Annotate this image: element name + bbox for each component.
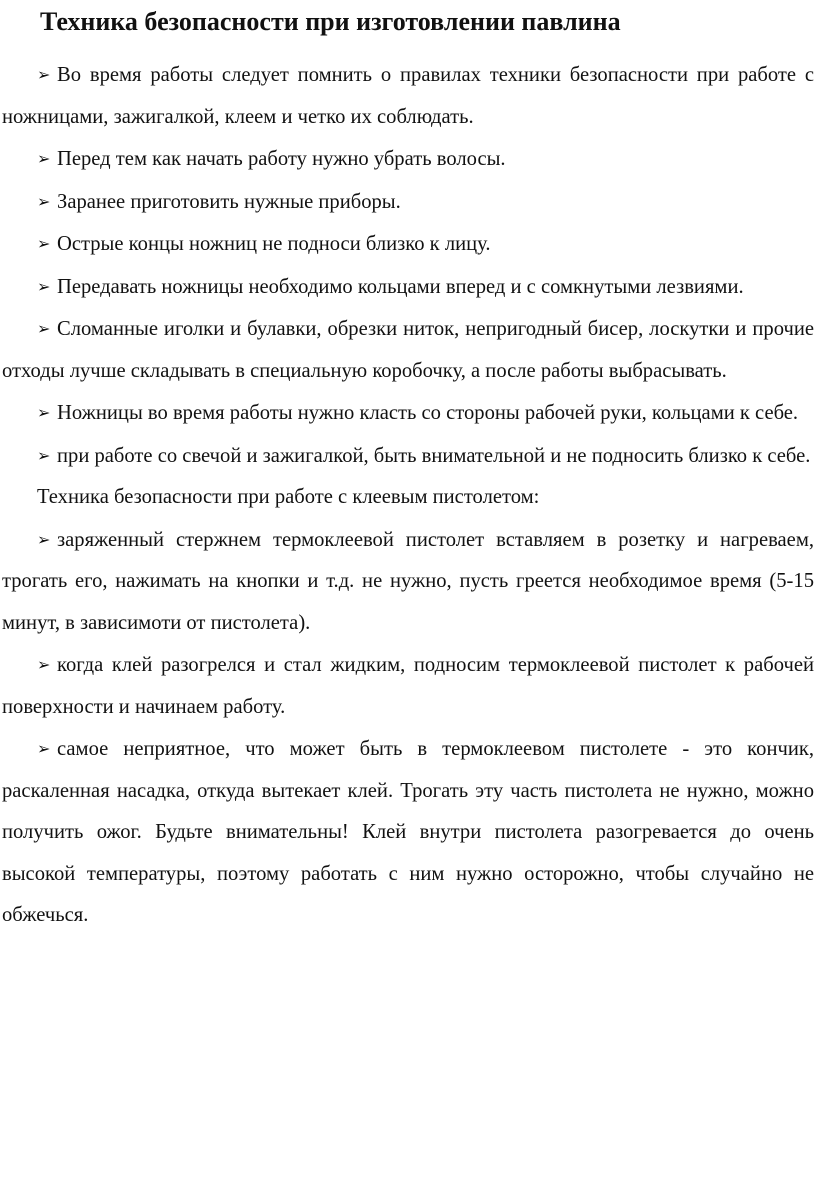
list-item xyxy=(2,308,814,392)
arrowhead-bullet-icon: ➢ xyxy=(37,149,51,168)
list-item xyxy=(2,392,814,435)
section-subheading: Техника безопасности при работе с клеевым пистолетом: xyxy=(37,486,540,508)
list-item xyxy=(2,728,814,937)
page-title: Техника безопасности при изготовлении павлина xyxy=(40,7,621,36)
arrowhead-bullet-icon: ➢ xyxy=(37,445,51,465)
arrowhead-bullet-icon: ➢ xyxy=(37,655,51,674)
list-item xyxy=(2,181,814,224)
list-item-text: заряженный стержнем термоклеевой пистолет вставляем в розетку и нагреваем, трогать его, нажимать на кнопки и т.д. не нужно, пусть греется необходимое время (5-15 минут, в зависимоти от пистолета). xyxy=(2,528,814,634)
list-item-text: Сломанные иголки и булавки, обрезки ниток, непригодный бисер, лоскутки и прочие отходы лучше складывать в специальную коробочку, а после работы выбрасывать. xyxy=(2,318,814,382)
list-item xyxy=(2,519,814,645)
list-item xyxy=(2,644,814,728)
list-item xyxy=(2,138,814,181)
arrowhead-bullet-icon: ➢ xyxy=(37,276,51,296)
list-item-text: когда клей разогрелся и стал жидким, подносим термоклеевой пистолет к рабочей поверхности и начинаем работу. xyxy=(2,654,814,718)
arrowhead-bullet-icon: ➢ xyxy=(37,739,51,758)
list-item xyxy=(2,54,814,138)
list-item-text: самое неприятное, что может быть в термоклеевом пистолете - это кончик, раскаленная насадка, откуда вытекает клей. Трогать эту часть пистолета не нужно, можно получить ожог. Будьте внимательны! Клей внутри пистолета разогревается до очень высокой температуры, поэтому работать с ним нужно осторожно, чтобы случайно не обжечься. xyxy=(2,738,814,926)
arrowhead-bullet-icon: ➢ xyxy=(37,403,51,422)
list-item-text: Во время работы следует помнить о правилах техники безопасности при работе с ножницами, зажигалкой, клеем и четко их соблюдать. xyxy=(2,64,814,128)
arrowhead-bullet-icon: ➢ xyxy=(37,65,51,84)
list-item-text: при работе со свечой и зажигалкой, быть внимательной и не подносить близко к себе. xyxy=(57,444,811,467)
list-item-text: Передавать ножницы необходимо кольцами вперед и с сомкнутыми лезвиями. xyxy=(57,275,744,298)
list-item-text: Перед тем как начать работу нужно убрать волосы. xyxy=(57,148,506,170)
list-item xyxy=(2,223,814,266)
arrowhead-bullet-icon: ➢ xyxy=(37,529,51,549)
safety-rules-list xyxy=(2,54,814,937)
list-item xyxy=(2,266,814,309)
list-item-text: Ножницы во время работы нужно класть со стороны рабочей руки, кольцами к себе. xyxy=(57,402,799,424)
arrowhead-bullet-icon: ➢ xyxy=(37,319,51,338)
list-item-text: Заранее приготовить нужные приборы. xyxy=(57,190,401,213)
list-item-text: Острые концы ножниц не подноси близко к лицу. xyxy=(57,233,491,255)
list-item xyxy=(2,435,814,478)
arrowhead-bullet-icon: ➢ xyxy=(37,234,51,253)
arrowhead-bullet-icon: ➢ xyxy=(37,191,51,211)
